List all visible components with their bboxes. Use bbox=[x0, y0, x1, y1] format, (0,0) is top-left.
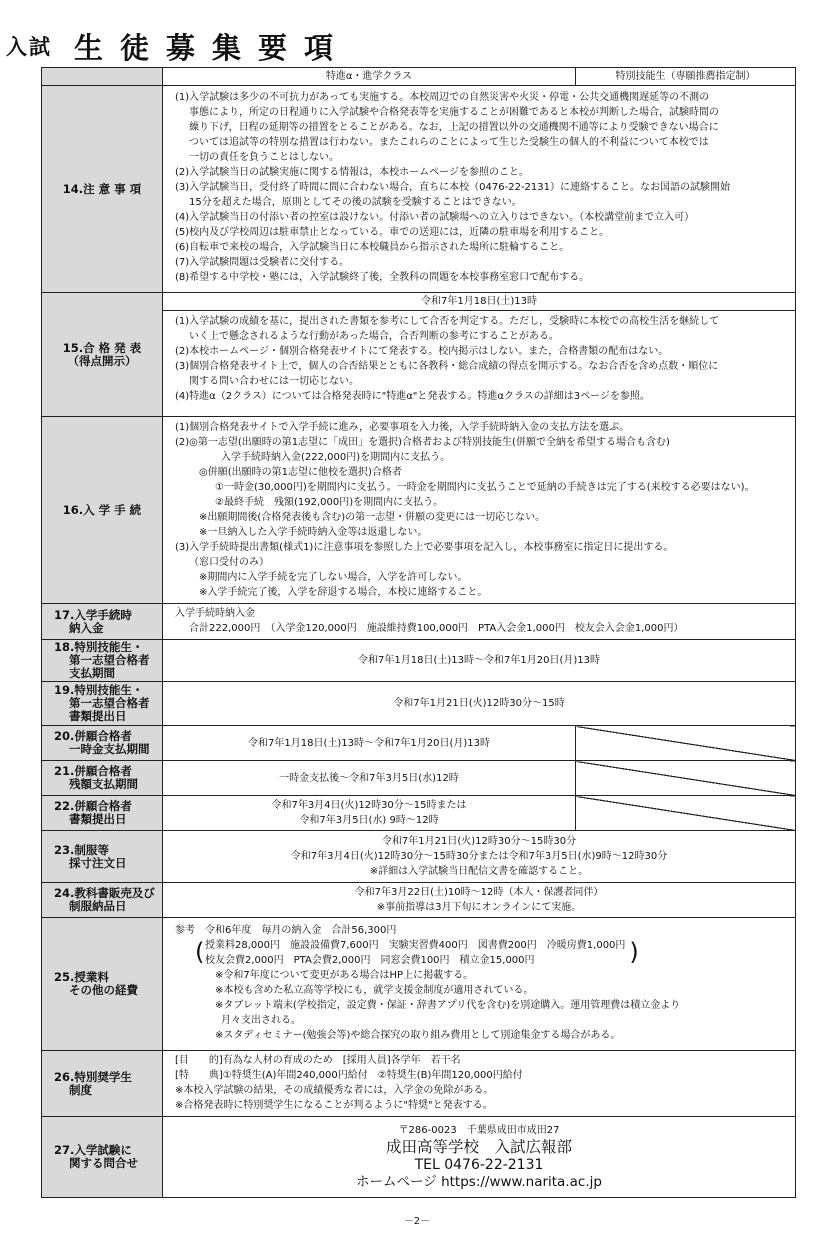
left-paren-glyph: ( bbox=[195, 938, 205, 966]
admission-guideline-table bbox=[41, 67, 796, 1198]
column-header-row bbox=[42, 68, 796, 86]
section-26-label: 26.特別奨学生 制度 bbox=[42, 1051, 163, 1117]
section-15-content: 令和7年1月18日(土)13時 (1)入学試験の成績を基に，提出された書類を参考にして合否を判定する。ただし，受験時に本校での高校生活を継続して いく上で懸念されるような行動があった場合，合否判断の参考にすることがある。 (2)本校ホームページ・個別合格発表サイトにて発表する。校内掲示はしない。また，合格書類の配布はない。 (3)個別合格発表サイト上で，個人の合否結果とともに各教科・総合成績の得点を開示する。なお合否を含め点数・順位に 関する問い合わせには一切応じない。 (4)特進α（2クラス）については合格発表時に"特進α"と発表する。特進αクラスの詳細は3ページを参照。 bbox=[163, 293, 796, 417]
section-25-row bbox=[42, 918, 796, 1051]
section-15-label: 15.合 格 発 表 （得点開示） bbox=[42, 293, 163, 417]
section-20-label: 20.併願合格者 一時金支払期間 bbox=[42, 726, 163, 761]
section-22-content: 令和7年3月4日(火)12時30分～15時または 令和7年3月5日(水) 9時～12時 bbox=[163, 796, 576, 831]
section-26-content: [目 的]有為な人材の育成のため [採用人員]各学年 若干名 [特 典]①特奨生(A)年間240,000円給付 ②特奨生(B)年間120,000円給付 ※本校入学試験の結果，その成績優秀な者には，入学金の免除がある。 ※合格発表時に特別奨学生になることが判るように"特奨"と発表する。 bbox=[163, 1051, 796, 1117]
section-24-row bbox=[42, 883, 796, 918]
section-18-content: 令和7年1月18日(土)13時～令和7年1月20日(月)13時 bbox=[163, 640, 796, 682]
section-20-not-applicable bbox=[576, 726, 796, 761]
section-14-row bbox=[42, 86, 796, 293]
section-21-label: 21.併願合格者 残額支払期間 bbox=[42, 761, 163, 796]
section-18-label: 18.特別技能生・ 第一志望合格者 支払期間 bbox=[42, 640, 163, 682]
page-number: －2－ bbox=[403, 1216, 431, 1227]
section-24-label: 24.教科書販売及び 制服納品日 bbox=[42, 883, 163, 918]
section-20-row bbox=[42, 726, 796, 761]
contact-website: ホームページ https://www.narita.ac.jp bbox=[356, 1174, 602, 1190]
section-17-content: 入学手続時納入金 合計222,000円 （入学金120,000円 施設維持費100,000円 PTA入会金1,000円 校友会入会金1,000円） bbox=[163, 604, 796, 640]
contact-tel: TEL 0476-22-2131 bbox=[414, 1157, 544, 1173]
empty-header-cell bbox=[42, 68, 163, 86]
section-19-label: 19.特別技能生・ 第一志望合格者 書類提出日 bbox=[42, 682, 163, 726]
section-14-content: (1)入学試験は多少の不可抗力があっても実施する。本校周辺での自然災害や火災・停電・公共交通機関遅延等の不測の 事態により，所定の日程通りに入学試験や合格発表等を実施することが困難であると本校が判断した場合，試験時間の 繰り下げ，日程の延期等の措置をとることがある。なお，上記の措置以外の交通機関不通等により受験できない場合に ついては追試等の特別な措置は行わない。またこれらのことによって生じた受験生の個人的不利益について本校では 一切の責任を負うことはしない。 (2)入学試験当日の試験実施に関する情報は，本校ホームページを参照のこと。 (3)入学試験当日，受付終了時間に間に合わない場合，直ちに本校（0476-22-2131）に連絡すること。なお国語の試験開始 15分を超えた場合，原則としてその後の試験を受験することはできない。 (4)入学試験当日の付添い者の控室は設けない。付添い者の試験場への立入りはできない。（本校講堂前まで立入可） (5)校内及び学校周辺は駐車禁止となっている。車での送迎には，近隣の駐車場を利用すること。 (6)自転車で来校の場合，入学試験当日に本校職員から指示された場所に駐輪すること。 (7)入学試験問題は受験者に交付する。 (8)希望する中学校・塾には，入学試験終了後，全教科の問題を本校事務室窓口で配布する。 bbox=[163, 86, 796, 293]
section-20-content: 令和7年1月18日(土)13時～令和7年1月20日(月)13時 bbox=[163, 726, 576, 761]
section-19-row bbox=[42, 682, 796, 726]
section-16-label: 16.入 学 手 続 bbox=[42, 417, 163, 604]
section-17-row bbox=[42, 604, 796, 640]
section-16-content: (1)個別合格発表サイトで入学手続に進み，必要事項を入力後，入学手続時納入金の支払方法を選ぶ。 (2)◎第一志望(出願時の第1志望に「成田」を選択)合格者および特別技能生(併願で全納を希望する場合も含む) 入学手続時納入金(222,000円)を期間内に支払う。 ◎併願(出願時の第1志望に他校を選択)合格者 ①一時金(30,000円)を期間内に支払う。一時金を期間内に支払うことで延納の手続きは完了する(来校する必要はない)。 ②最終手続 残額(192,000円)を期間内に支払う。 ※出願期間後(合格発表後も含む)の第一志望・併願の変更には一切応じない。 ※一旦納入した入学手続時納入金等は返還しない。 (3)入学手続時提出書類(様式1)に注意事項を参照した上で必要事項を記入し，本校事務室に指定日に提出する。 （窓口受付のみ） ※期間内に入学手続を完了しない場合，入学を許可しない。 ※入学手続完了後，入学を辞退する場合，本校に連絡すること。 bbox=[163, 417, 796, 604]
section-16-row bbox=[42, 417, 796, 604]
section-24-content: 令和7年3月22日(土)10時～12時（本人・保護者同伴） ※事前指導は3月下旬にオンラインにて実施。 bbox=[163, 883, 796, 918]
section-19-content: 令和7年1月21日(火)12時30分～15時 bbox=[163, 682, 796, 726]
contact-school: 成田高等学校 入試広報部 bbox=[385, 1138, 572, 1156]
section-27-row bbox=[42, 1117, 796, 1198]
announcement-date: 令和7年1月18日(土)13時 bbox=[163, 293, 795, 311]
section-21-content: 一時金支払後～令和7年3月5日(水)12時 bbox=[163, 761, 576, 796]
column-header-tokushin: 特進α・進学クラス bbox=[163, 68, 576, 86]
page-header bbox=[6, 26, 350, 66]
section-14-label: 14.注 意 事 項 bbox=[42, 86, 163, 293]
section-25-label: 25.授業料 その他の経費 bbox=[42, 918, 163, 1051]
header-label: 入試 bbox=[6, 34, 52, 59]
section-21-row bbox=[42, 761, 796, 796]
section-21-not-applicable bbox=[576, 761, 796, 796]
section-18-row bbox=[42, 640, 796, 682]
monthly-fee-breakdown: ( 授業料28,000円 施設設備費7,600円 実験実習費400円 図書費200円 冷暖房費1,000円 校友会費2,000円 PTA会費2,000円 同窓会費100円 積立金15,000円 ) bbox=[195, 938, 639, 966]
section-27-label: 27.入学試験に 関する問合せ bbox=[42, 1117, 163, 1198]
section-26-row bbox=[42, 1051, 796, 1117]
section-23-content: 令和7年1月21日(火)12時30分～15時30分 令和7年3月4日(火)12時30分～15時30分または令和7年3月5日(水)9時～12時30分 ※詳細は入学試験当日配信文書を確認すること。 bbox=[163, 831, 796, 883]
page-title: 生徒募集要項 bbox=[74, 30, 351, 65]
section-15-row bbox=[42, 293, 796, 417]
section-22-not-applicable bbox=[576, 796, 796, 831]
section-17-label: 17.入学手続時 納入金 bbox=[42, 604, 163, 640]
section-22-row bbox=[42, 796, 796, 831]
section-23-label: 23.制服等 採寸注文日 bbox=[42, 831, 163, 883]
section-22-label: 22.併願合格者 書類提出日 bbox=[42, 796, 163, 831]
contact-address: 〒286-0023 千葉県成田市成田27 bbox=[398, 1125, 560, 1136]
section-23-row bbox=[42, 831, 796, 883]
column-header-special-skill: 特別技能生（専願推薦指定制） bbox=[576, 68, 796, 86]
section-25-content: 参考 令和6年度 毎月の納入金 合計56,300円 ( 授業料28,000円 施設設備費7,600円 実験実習費400円 図書費200円 冷暖房費1,000円 校友会費2,000円 PTA会費2,000円 同窓会費100円 積立金15,000円 ) ※令和7年度について変更がある場合はHP上に掲載する。 ※本校も含めた私立高等学校にも，就学支援金制度が適用されている。 ※タブレット端末(学校指定，設定費・保証・辞書アプリ代を含む)を別途購入。運用管理費は積立金より 月々支出される。 ※スタディセミナー(勉強会等)や総合探究の取り組み費用として別途集金する場合がある。 bbox=[163, 918, 796, 1051]
right-paren-glyph: ) bbox=[629, 938, 639, 966]
contact-block bbox=[163, 1117, 796, 1198]
